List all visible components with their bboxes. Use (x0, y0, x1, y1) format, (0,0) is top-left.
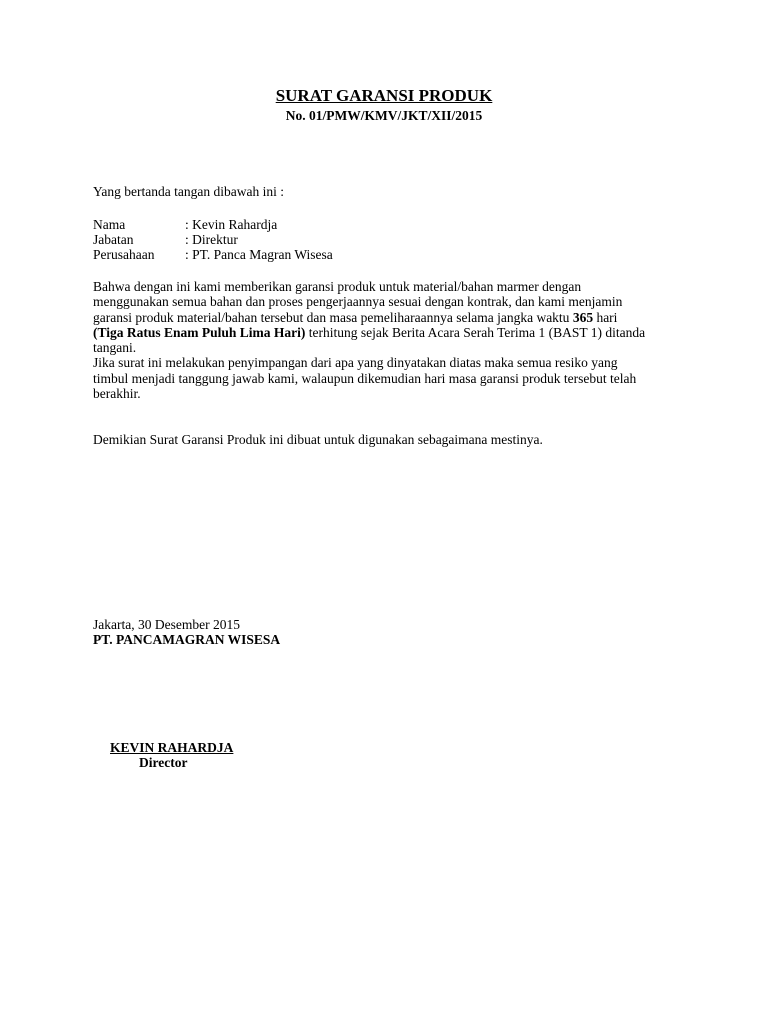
closing-text: Demikian Surat Garansi Produk ini dibuat untuk digunakan sebagaimana mestinya. (93, 432, 543, 447)
info-row-company (93, 247, 333, 262)
signer-title: Director (139, 755, 188, 770)
warranty-days: 365 (572, 309, 594, 325)
body-line: timbul menjadi tanggung jawab kami, walaupun dikemudian hari masa garansi produk tersebut telah (93, 370, 637, 386)
body-text: terhitung sejak Berita Acara Serah Terima 1 (BAST 1) ditanda (305, 324, 646, 340)
body-line: tangani. (93, 340, 137, 356)
document-title: SURAT GARANSI PRODUK (275, 86, 493, 105)
body-text: garansi produk material/bahan tersebut dan masa pemeliharaannya selama jangka waktu (93, 309, 573, 325)
body-text: hari (593, 309, 618, 325)
body-line: menggunakan semua bahan dan proses pengerjaannya sesuai dengan kontrak, dan kami menjamin (93, 294, 623, 310)
info-label: Jabatan (93, 232, 134, 247)
body-line: Bahwa dengan ini kami memberikan garansi produk untuk material/bahan marmer dengan (93, 279, 582, 294)
signer-info (93, 217, 333, 262)
body-line (93, 310, 693, 325)
info-row-position (93, 232, 333, 247)
body-line: berakhir. (93, 386, 141, 402)
warranty-statement (93, 279, 693, 401)
company-name: PT. PANCAMAGRAN WISESA (93, 632, 281, 647)
signer-name: KEVIN RAHARDJA (110, 740, 234, 755)
info-value: : Direktur (185, 232, 238, 247)
info-value: : PT. Panca Magran Wisesa (185, 247, 333, 262)
info-row-name (93, 217, 333, 232)
info-label: Nama (93, 217, 126, 232)
document-number: No. 01/PMW/KMV/JKT/XII/2015 (285, 108, 483, 123)
place-date: Jakarta, 30 Desember 2015 (93, 617, 240, 632)
body-line (93, 325, 693, 340)
warranty-days-words: (Tiga Ratus Enam Puluh Lima Hari) (93, 324, 306, 340)
body-line: Jika surat ini melakukan penyimpangan dari apa yang dinyatakan diatas maka semua resiko yang (93, 355, 618, 371)
intro-text: Yang bertanda tangan dibawah ini : (93, 184, 284, 199)
info-label: Perusahaan (93, 247, 155, 262)
info-value: : Kevin Rahardja (185, 217, 278, 232)
